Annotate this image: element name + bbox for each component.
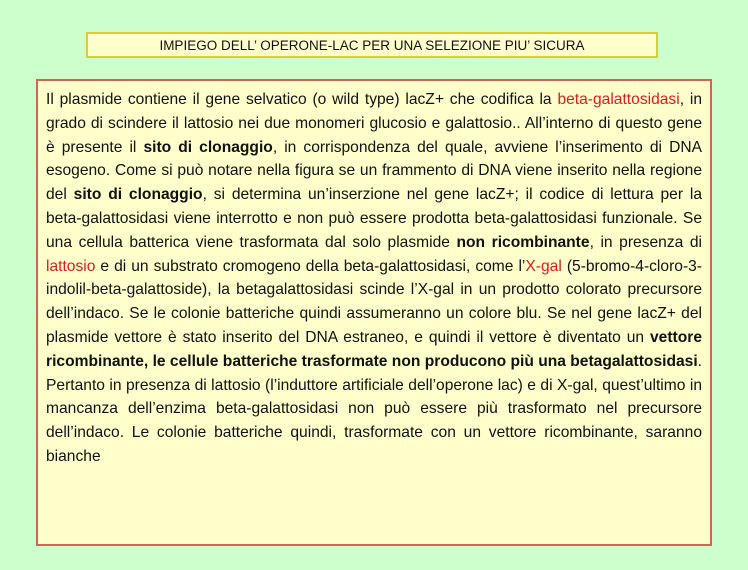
- page-title: IMPIEGO DELL’ OPERONE-LAC PER UNA SELEZIONE PIU’ SICURA: [159, 37, 585, 53]
- text-box: [36, 79, 712, 546]
- text-segment: , in corrispondenza del quale, avviene l’inserimento di DNA esogeno. Come si può notare nella figura se un frammento di DNA viene inserito nella regione del: [46, 138, 702, 204]
- term-vettore-ricombinante: vettore ricombinante, le cellule batteriche trasformate non producono più una betagalattosidasi: [46, 328, 702, 370]
- title-banner: [86, 32, 658, 58]
- text-segment: (5-bromo-4-cloro-3-indolil-beta-galattoside), la betagalattosidasi scinde l’X-gal in un prodotto colorato precursore dell’indaco. Se le colonie batteriche quindi assumeranno un colore blu. Se nel gene lacZ+ del plasmide vettore è stato inserito del DNA estraneo, e quindi il vettore è diventato un: [46, 257, 702, 346]
- text-segment: e di un substrato cromogeno della beta-galattosidasi, come l’: [95, 257, 526, 275]
- term-x-gal: X-gal: [525, 257, 562, 275]
- term-non-ricombinante: non ricombinante: [456, 233, 590, 251]
- text-segment: , in presenza di: [589, 233, 703, 251]
- text-segment: , in grado di scindere il lattosio nei due monomeri glucosio e galattosio.. All’interno di questo gene è presente il: [46, 91, 702, 156]
- term-sito-di-clonaggio: sito di clonaggio: [143, 138, 273, 156]
- text-segment: , si determina un’inserzione nel gene lacZ+; il codice di lettura per la beta-galattosidasi viene interrotto e non può essere prodotta beta-galattosidasi funzionale. Se una cellula batterica viene trasformata dal solo plasmide: [46, 186, 702, 251]
- text-segment: Il plasmide contiene il gene selvatico (o wild type) lacZ+ che codifica la: [46, 91, 558, 108]
- term-beta-galattosidasi: beta-galattosidasi: [557, 91, 680, 108]
- term-lattosio: lattosio: [46, 257, 96, 275]
- term-sito-di-clonaggio-2: sito di clonaggio: [73, 186, 203, 204]
- text-segment: . Pertanto in presenza di lattosio (l’induttore artificiale dell’operone lac) e di X-gal, quest’ultimo in mancanza dell’enzima beta-galattosidasi non può essere più trasformato nel precursore dell’indaco. Le colonie batteriche quindi, trasformate con un vettore ricombinante, saranno bianche: [46, 352, 702, 465]
- body-paragraph: [46, 88, 702, 469]
